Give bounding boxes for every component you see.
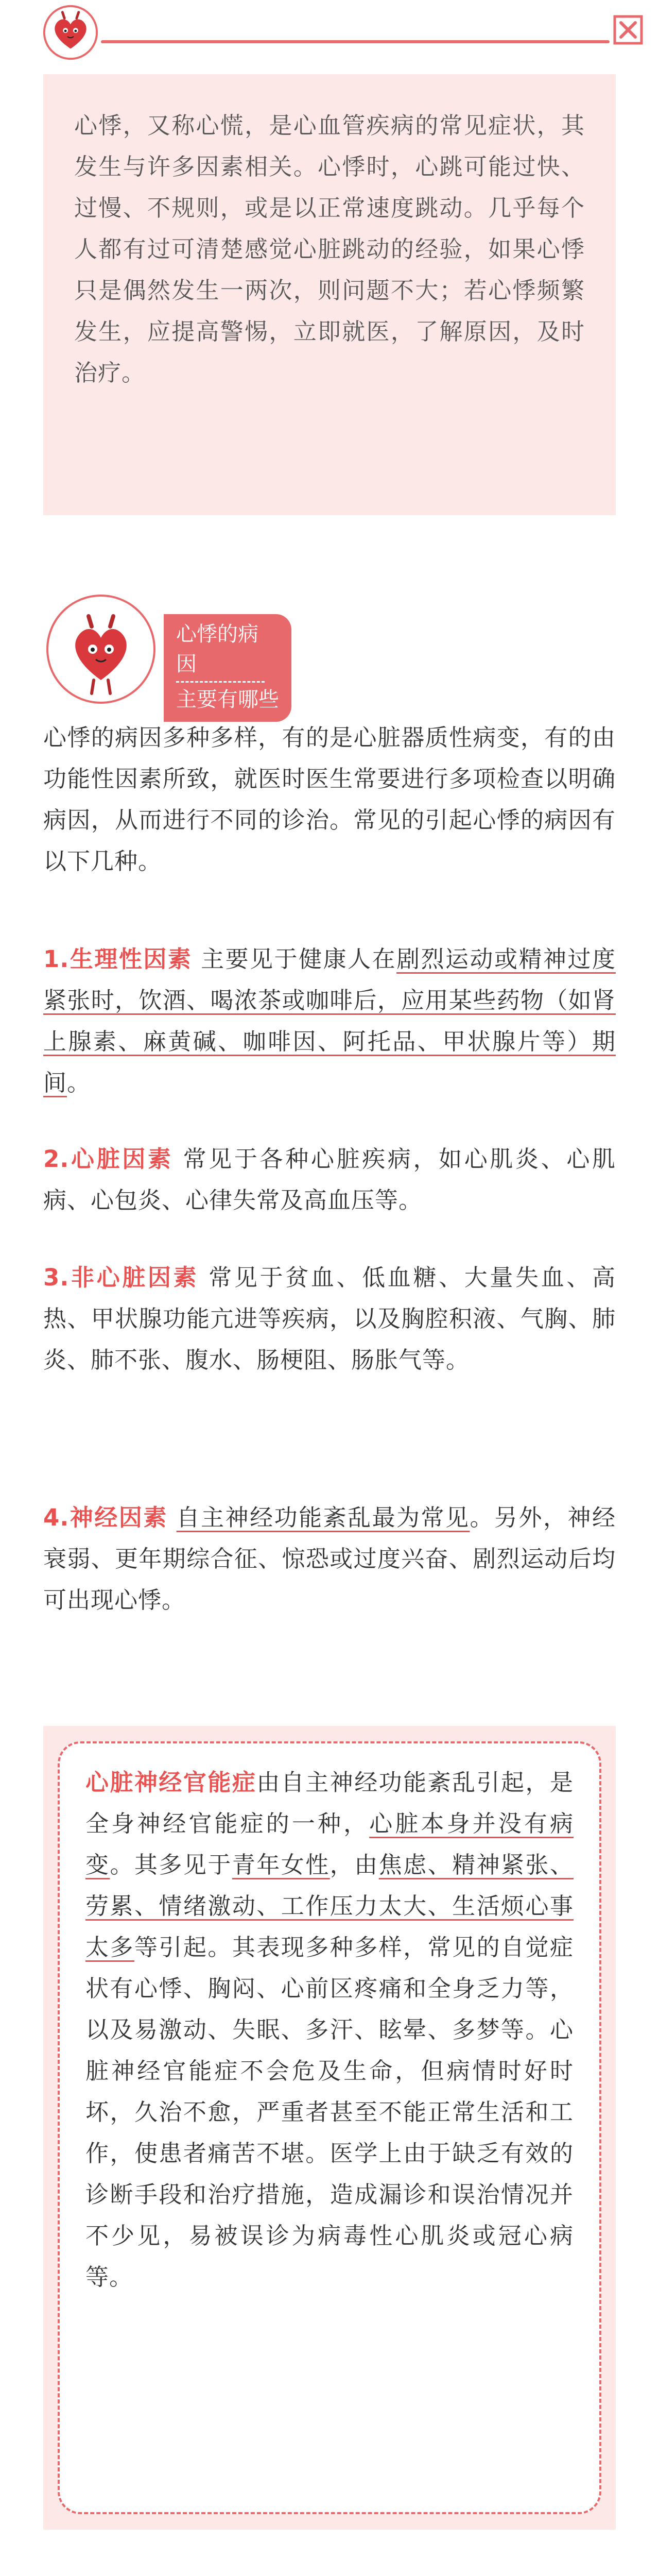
note-card [43,1726,616,2530]
close-mark-icon [610,11,647,48]
section-title-causes [44,592,363,711]
heart-mascot-icon [44,592,158,706]
note-title: 心脏神经官能症 [85,1769,257,1796]
header-divider [101,40,610,43]
cause-text: 主要见于健康人在 [192,945,397,973]
note-text: 由自主神经功能紊乱引起，是全身神经官能症的一种， [85,1769,574,1837]
cause-title: 2.心脏因素 [43,1145,174,1173]
cause-item [43,1139,616,1221]
cause-item [43,939,616,1104]
cause-item [43,1257,616,1381]
causes-intro: 心悸的病因多种多样，有的是心脏器质性病变，有的由功能性因素所致，就医时医生常要进行多项检查以明确病因，从而进行不同的诊治。常见的引起心悸的病因有以下几种。 [43,724,616,875]
cause-title: 1.生理性因素 [43,945,193,973]
header [0,0,659,61]
note-underlined: 心脏本身并没有病变 [85,1810,574,1878]
note-text: 。其多见于 [110,1851,232,1878]
section-tag-line1: 心悸的病因 [176,619,265,683]
cause-text-end: 。 [67,1069,91,1096]
cause-text: 常见于贫血、低血糖、大量失血、高热、甲状腺功能亢进等疾病，以及胸腔积液、气胸、肺炎、肺不张、腹水、肠梗阻、肠胀气等。 [43,1264,616,1374]
intro-card [43,74,616,515]
cause-underlined: 自主神经功能紊乱最为常见 [176,1504,470,1531]
cause-text: 常见于各种心脏疾病，如心肌炎、心肌病、心包炎、心律失常及高血压等。 [43,1145,616,1214]
note-text: 等引起。其表现多种多样，常见的自觉症状有心悸、胸闷、心前区疼痛和全身乏力等，以及易激动、失眠、多汗、眩晕、多梦等。心脏神经官能症不会危及生命，但病情时好时坏，久治不愈，严重者甚至不能正常生活和工作，使患者痛苦不堪。医学上由于缺乏有效的诊断手段和治疗措施，造成漏诊和误治情况并不少见，易被误诊为病毒性心肌炎或冠心病等。 [85,1934,574,2291]
heart-monitor-illustration [43,2555,616,2576]
note-underlined: 焦虑、精神紧张、劳累、情绪激动、工作压力太大、生活烦心事太多 [85,1851,574,1961]
cause-title: 4.神经因素 [43,1504,168,1531]
heart-mascot-icon [40,2,101,63]
note-underlined: 青年女性 [232,1851,330,1878]
section-tag [164,614,291,722]
cause-title: 3.非心脏因素 [43,1264,199,1291]
intro-text: 心悸，又称心慌，是心血管疾病的常见症状，其发生与许多因素相关。心悸时，心跳可能过快、过慢、不规则，或是以正常速度跳动。几乎每个人都有过可清楚感觉心脏跳动的经验，如果心悸只是偶然发生一两次，则问题不大；若心悸频繁发生，应提高警惕，立即就医，了解原因，及时治疗。 [74,112,585,386]
section-tag-line2: 主要有哪些 [176,688,279,711]
note-text: ，由 [330,1851,379,1878]
cause-text [168,1504,177,1531]
cause-item [43,1497,616,1621]
cause-underlined: 剧烈运动或精神过度紧张时，饮酒、喝浓茶或咖啡后，应用某些药物（如肾上腺素、麻黄碱、咖啡因、阿托品、甲状腺片等）期间 [43,945,616,1096]
note-inner [58,1741,601,2514]
cause-text-end: 。另外，神经衰弱、更年期综合征、惊恐或过度兴奋、剧烈运动后均可出现心悸。 [43,1504,616,1614]
